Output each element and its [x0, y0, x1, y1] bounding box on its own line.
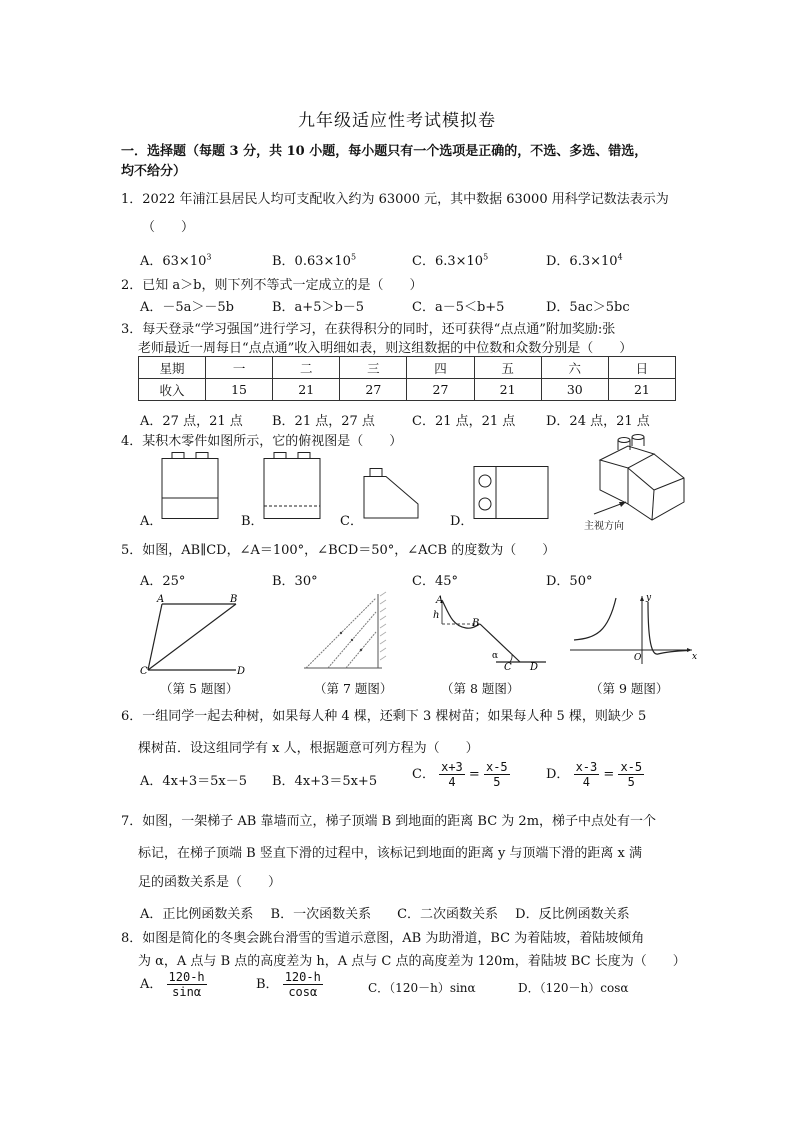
figure-8: [430, 592, 546, 678]
q6-c-fraction-1: $\frac{x+3}{4}$: [441, 760, 463, 789]
section-heading-line1: 一．选择题（每题 3 分，共 10 小题，每小题只有一个选项是正确的，不选、多选、错选，: [121, 144, 648, 159]
q6-c-label: C．: [412, 767, 435, 782]
figure-9: [568, 592, 698, 668]
q4-option-c-label[interactable]: C．: [340, 514, 363, 529]
table-cell: 三: [340, 357, 407, 379]
table-cell: 27: [340, 379, 407, 401]
q4-option-b-label[interactable]: B．: [241, 514, 264, 529]
f8-label-h: h: [433, 610, 440, 621]
q3-stem-line1: 3．每天登录“学习强国”进行学习，在获得积分的同时，还可获得“点点通”附加奖励:张: [121, 322, 616, 337]
f5-label-d: D: [237, 666, 246, 677]
q4-stem: 4．某积木零件如图所示，它的俯视图是（ ）: [121, 434, 403, 449]
q8-b-fraction: $\frac{120-h}{\cos\alpha}$: [284, 970, 321, 999]
q8-option-b[interactable]: [256, 970, 323, 999]
f5-label-a: A: [157, 594, 165, 605]
q3-option-b[interactable]: B．21 点，27 点: [272, 414, 375, 429]
table-cell: 星期: [139, 357, 206, 379]
page-title: 九年级适应性考试模拟卷: [298, 111, 496, 131]
caption-figure-9: （第 9 题图）: [590, 681, 669, 696]
q3-stem-line2: 老师最近一周每日“点点通”收入明细如表，则这组数据的中位数和众数分别是（ ）: [138, 341, 633, 356]
q4-view-a: [160, 452, 220, 522]
table-cell: 四: [407, 357, 474, 379]
table-row: [139, 379, 676, 401]
q1-option-c[interactable]: C．$6.3\times 10^5$: [412, 252, 489, 269]
q7-stem-line2: 标记，在梯子顶端 B 竖直下滑的过程中，该标记到地面的距离 y 与顶端下滑的距离 x 满: [138, 846, 643, 861]
table-cell: 六: [541, 357, 608, 379]
f9-y-label: y: [646, 593, 652, 603]
q7-stem-line3: 足的函数关系是（ ）: [138, 875, 282, 890]
q8-option-d[interactable]: D．（120－h）cosα: [518, 981, 629, 995]
table-cell: 21: [608, 379, 675, 401]
figure-7: [300, 590, 392, 676]
q2-option-a[interactable]: A．－5a＞－5b: [140, 300, 235, 315]
q4-view-b: [262, 452, 322, 522]
table-header-row: [139, 357, 676, 379]
q5-option-c[interactable]: C．45°: [412, 574, 458, 589]
q2-stem: 2．已知 a＞b，则下列不等式一定成立的是（ ）: [121, 278, 423, 293]
q6-d-fraction-2: $\frac{x-5}{5}$: [620, 760, 643, 789]
q5-option-d[interactable]: D．50°: [546, 574, 593, 589]
f9-x-label: x: [692, 652, 698, 662]
table-cell: 27: [407, 379, 474, 401]
q1-option-b[interactable]: B．$0.63\times 10^5$: [272, 252, 357, 269]
q6-stem-line2: 棵树苗．设这组同学有 x 人，根据题意可列方程为（ ）: [138, 741, 479, 756]
q6-option-d[interactable]: D． $\frac{x-3}{4}$ = $\frac{x-5}{5}$: [546, 760, 643, 789]
q8-a-fraction: $\frac{120-h}{\sin\alpha}$: [168, 970, 205, 999]
q3-option-a[interactable]: A．27 点，21 点: [140, 414, 243, 429]
q8-b-label: B．: [256, 977, 279, 992]
q5-option-b[interactable]: B．30°: [272, 574, 318, 589]
q2-option-c[interactable]: C．a－5＜b+5: [412, 300, 505, 315]
table-cell: 一: [206, 357, 273, 379]
f8-label-d: D: [530, 662, 539, 673]
f5-label-c: C: [140, 666, 148, 677]
q6-d-fraction-1: $\frac{x-3}{4}$: [575, 760, 598, 789]
caption-figure-7: （第 7 题图）: [314, 681, 393, 696]
figure-5: [140, 594, 250, 684]
q4-option-a-label[interactable]: A．: [140, 514, 163, 529]
q6-c-fraction-2: $\frac{x-5}{5}$: [485, 760, 508, 789]
q1-stem: 1．2022 年浦江县居民人均可支配收入约为 63000 元，其中数据 63000 用科学记数法表示为: [121, 192, 669, 207]
q8-a-label: A．: [140, 977, 163, 992]
q4-option-d-label[interactable]: D．: [450, 514, 474, 529]
q4-block-figure: [590, 432, 700, 522]
q3-option-d[interactable]: D．24 点，21 点: [546, 414, 650, 429]
table-cell: 五: [474, 357, 541, 379]
table-cell: 二: [273, 357, 340, 379]
q4-view-d: [472, 466, 552, 522]
caption-figure-8: （第 8 题图）: [441, 681, 520, 696]
q1-option-d[interactable]: D．$6.3\times 10^4$: [546, 252, 623, 269]
q6-option-c[interactable]: C． $\frac{x+3}{4}$ = $\frac{x-5}{5}$: [412, 760, 508, 789]
q1-blank: （ ）: [142, 220, 195, 235]
q2-option-d[interactable]: D．5ac＞5bc: [546, 300, 630, 315]
q2-option-b[interactable]: B．a+5＞b－5: [272, 300, 365, 315]
q6-option-b[interactable]: B．4x+3＝5x+5: [272, 774, 378, 789]
section-heading-line2: 均不给分）: [121, 164, 187, 179]
q8-stem-line2: 为 α，A 点与 B 点的高度差为 h，A 点与 C 点的高度差为 120m，着陆坡 BC 长度为（ ）: [138, 954, 686, 969]
q3-option-c[interactable]: C．21 点，21 点: [412, 414, 516, 429]
f9-origin-label: O: [634, 653, 642, 663]
q6-stem-line1: 6．一组同学一起去种树，如果每人种 4 棵，还剩下 3 棵树苗；如果每人种 5 棵，则缺少 5: [121, 709, 647, 724]
view-direction-label: 主视方向: [584, 521, 624, 532]
q8-stem-line1: 8．如图是简化的冬奥会跳台滑雪的雪道示意图，AB 为助滑道，BC 为着陆坡，着陆坡倾角: [121, 931, 645, 946]
q5-option-a[interactable]: A．25°: [140, 574, 186, 589]
table-cell: 21: [273, 379, 340, 401]
caption-figure-5: （第 5 题图）: [160, 681, 239, 696]
q8-option-a[interactable]: [140, 970, 207, 999]
q7-options[interactable]: A．正比例函数关系 B．一次函数关系 C．二次函数关系 D．反比例函数关系: [140, 907, 630, 922]
table-cell: 15: [206, 379, 273, 401]
q1-option-a[interactable]: A．$63\times 10^3$: [140, 252, 212, 269]
table-cell: 30: [541, 379, 608, 401]
table-cell: 21: [474, 379, 541, 401]
f8-label-alpha: α: [492, 651, 499, 661]
f8-label-b: B: [472, 618, 480, 629]
q6-option-a[interactable]: A．4x+3＝5x－5: [140, 774, 248, 789]
table-cell: 日: [608, 357, 675, 379]
f5-label-b: B: [230, 594, 238, 605]
table-cell: 收入: [139, 379, 206, 401]
f8-label-c: C: [504, 662, 512, 673]
q4-view-c: [362, 468, 422, 522]
income-table: [138, 356, 676, 401]
q5-stem: 5．如图，AB∥CD，∠A＝100°，∠BCD＝50°，∠ACB 的度数为（ ）: [121, 543, 556, 558]
q8-option-c[interactable]: C．（120－h）sinα: [368, 981, 476, 995]
q6-d-label: D．: [546, 767, 570, 782]
f8-label-a: A: [436, 595, 444, 606]
q7-stem-line1: 7．如图，一架梯子 AB 靠墙而立，梯子顶端 B 到地面的距离 BC 为 2m，梯子中点处有一个: [121, 814, 657, 829]
